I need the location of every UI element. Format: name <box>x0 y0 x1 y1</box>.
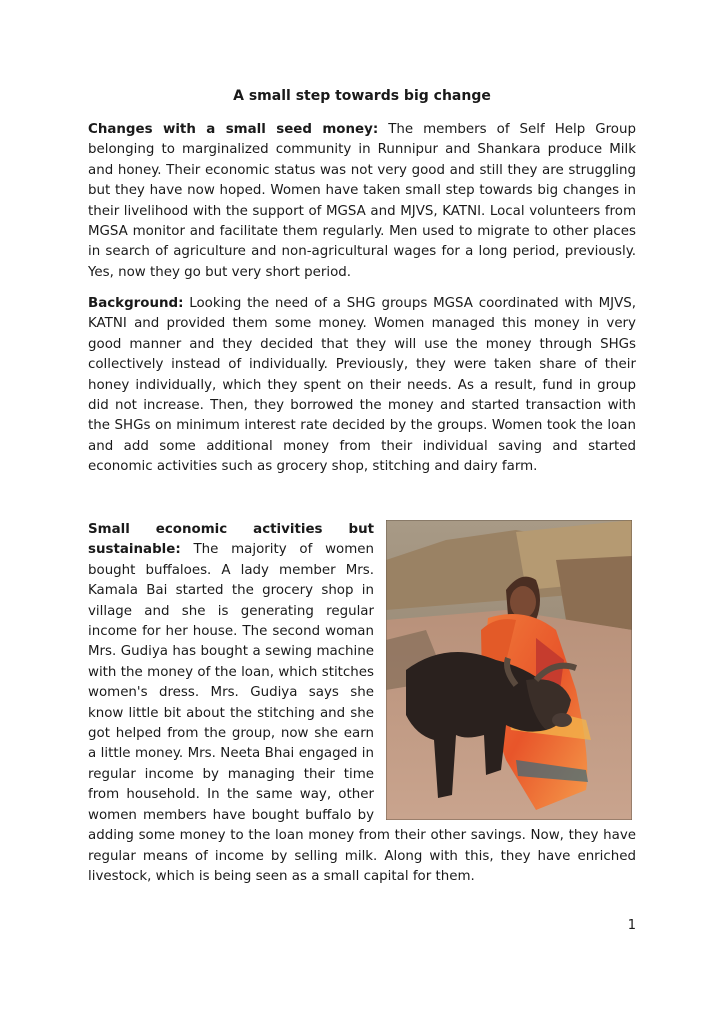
section-body: The members of Self Help Group belonging to marginalized community in Runnipur and Shankara produce Milk and honey. Their economic status was not very good and still they are struggling but they have now hoped. Women have taken small step towards big changes in their livelihood with the support of MGSA and MJVS, KATNI. Local volunteers from MGSA monitor and facilitate them regularly. Men used to migrate to other places in search of agriculture and non-agricultural wages for a long period, previously. Yes, now they go but very short period. <box>88 122 636 280</box>
section-heading: Changes with a small seed money: <box>88 122 379 137</box>
page-number: 1 <box>627 918 636 933</box>
paragraph-economic-activities <box>88 520 636 887</box>
document-title: A small step towards big change <box>233 88 491 104</box>
section-body: Looking the need of a SHG groups MGSA coordinated with MJVS, KATNI and provided them some money. Women managed this money in very good manner and they decided that they will use the money through SHGs collectively instead of individually. Previously, they were taken share of their honey individually, which they spent on their needs. As a result, fund in group did not increase. Then, they borrowed the money and started transaction with the SHGs on minimum interest rate decided by the groups. Women took the loan and add some additional money from their individual saving and started economic activities such as grocery shop, stitching and dairy farm. <box>88 296 636 475</box>
paragraph-background <box>88 294 636 478</box>
woman-with-buffalo-photo <box>386 520 632 820</box>
section-body: The majority of women bought buffaloes. A lady member Mrs. Kamala Bai started the grocery shop in village and she is generating regular income for her house. The second woman Mrs. Gudiya has bought a sewing machine with the money of the loan, which stitches women's dress. Mrs. Gudiya says she know little bit about the stitching and she got helped from the group, now she earn a little money. Mrs. Neeta Bhai engaged in regular income by managing their time from household. In the same way, other women members have bought buffalo by adding some money to the loan money from their other savings. Now, they have regular means of income by selling milk. Along with this, they have enriched livestock, which is being seen as a small capital for them. <box>88 542 636 884</box>
paragraph-seed-money <box>88 120 636 283</box>
section-heading: Small economic activities but sustainable: <box>88 522 374 558</box>
section-heading: Background: <box>88 296 184 311</box>
